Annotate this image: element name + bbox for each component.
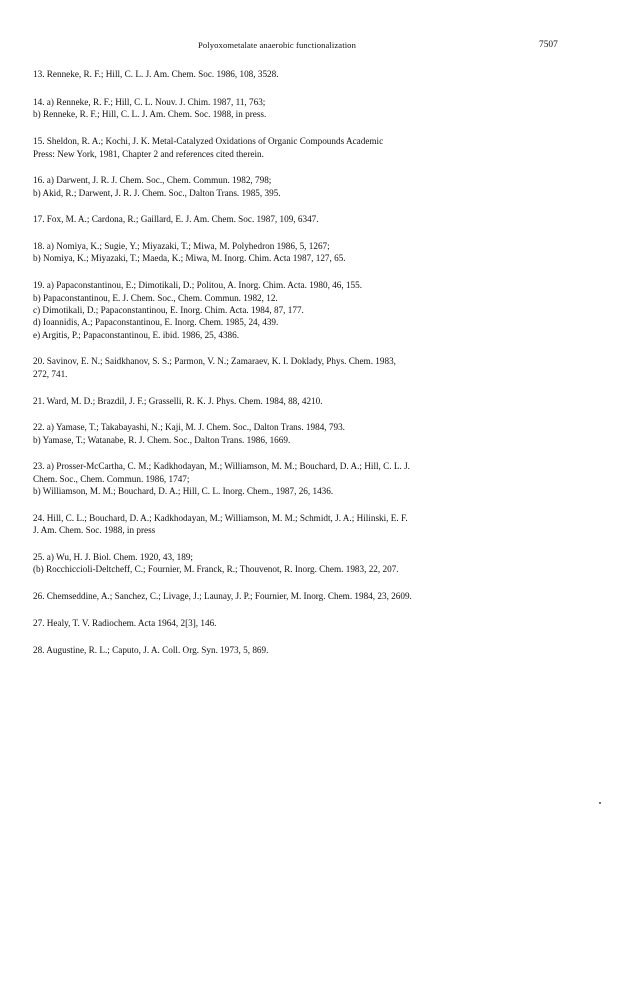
reference-line: Press: New York, 1981, Chapter 2 and references cited therein. bbox=[33, 148, 264, 159]
reference-16 bbox=[33, 174, 593, 199]
running-header bbox=[0, 40, 624, 54]
page-number: 7507 bbox=[539, 40, 558, 50]
reference-line: J. Am. Chem. Soc. 1988, in press bbox=[33, 525, 156, 536]
reference-line: 19. a) Papaconstantinou, E.; Dimotikali, D.; Politou, A. Inorg. Chim. Acta. 1980, 46, 155. bbox=[33, 280, 363, 291]
reference-24 bbox=[33, 512, 593, 537]
reference-line: d) Ioannidis, A.; Papaconstantinou, E. Inorg. Chem. 1985, 24, 439. bbox=[33, 317, 279, 328]
running-title: Polyoxometalate anaerobic functionalization bbox=[198, 40, 356, 50]
reference-line: 16. a) Darwent, J. R. J. Chem. Soc., Chem. Commun. 1982, 798; bbox=[33, 175, 272, 186]
reference-line: 14. a) Renneke, R. F.; Hill, C. L. Nouv. J. Chim. 1987, 11, 763; bbox=[33, 97, 266, 107]
reference-20 bbox=[33, 355, 593, 380]
scan-speck bbox=[599, 802, 601, 804]
reference-13 bbox=[33, 68, 593, 80]
reference-line: 17. Fox, M. A.; Cardona, R.; Gaillard, E. J. Am. Chem. Soc. 1987, 109, 6347. bbox=[33, 214, 319, 225]
reference-line: 24. Hill, C. L.; Bouchard, D. A.; Kadkhodayan, M.; Williamson, M. M.; Schmidt, J. A.; Hilinski, E. F. bbox=[33, 512, 408, 523]
reference-26 bbox=[33, 590, 593, 602]
reference-line: 27. Healy, T. V. Radiochem. Acta 1964, 2[3], 146. bbox=[33, 617, 217, 628]
reference-line: b) Renneke, R. F.; Hill, C. L. J. Am. Chem. Soc. 1988, in press. bbox=[33, 109, 267, 120]
reference-15 bbox=[33, 135, 593, 160]
reference-line: (b) Rocchiccioli-Deltcheff, C.; Fournier, M. Franck, R.; Thouvenot, R. Inorg. Chem. 1983, 22, 207. bbox=[33, 564, 399, 575]
reference-line: b) Akid, R.; Darwent, J. R. J. Chem. Soc., Dalton Trans. 1985, 395. bbox=[33, 187, 281, 198]
reference-19 bbox=[33, 279, 593, 341]
reference-line: 18. a) Nomiya, K.; Sugie, Y.; Miyazaki, T.; Miwa, M. Polyhedron 1986, 5, 1267; bbox=[33, 241, 330, 252]
reference-line: 26. Chemseddine, A.; Sanchez, C.; Livage, J.; Launay, J. P.; Fournier, M. Inorg. Chem. 1984, 23, 2609. bbox=[33, 591, 412, 602]
reference-line: c) Dimotikali, D.; Papaconstantinou, E. Inorg. Chim. Acta. 1984, 87, 177. bbox=[33, 304, 304, 315]
reference-25 bbox=[33, 551, 593, 576]
reference-list bbox=[33, 68, 593, 670]
reference-21 bbox=[33, 395, 593, 407]
reference-line: 13. Renneke, R. F.; Hill, C. L. J. Am. Chem. Soc. 1986, 108, 3528. bbox=[33, 69, 279, 79]
reference-line: 28. Augustine, R. L.; Caputo, J. A. Coll. Org. Syn. 1973, 5, 869. bbox=[33, 644, 269, 655]
reference-line: 21. Ward, M. D.; Brazdil, J. F.; Grasselli, R. K. J. Phys. Chem. 1984, 88, 4210. bbox=[33, 395, 323, 406]
reference-line: b) Yamase, T.; Watanabe, R. J. Chem. Soc., Dalton Trans. 1986, 1669. bbox=[33, 434, 291, 445]
reference-line: Chem. Soc., Chem. Commun. 1986, 1747; bbox=[33, 473, 190, 484]
reference-14 bbox=[33, 96, 593, 121]
reference-23 bbox=[33, 460, 593, 497]
reference-line: 15. Sheldon, R. A.; Kochi, J. K. Metal-Catalyzed Oxidations of Organic Compounds Academic bbox=[33, 136, 384, 147]
reference-line: b) Nomiya, K.; Miyazaki, T.; Maeda, K.; Miwa, M. Inorg. Chim. Acta 1987, 127, 65. bbox=[33, 253, 346, 264]
reference-line: e) Argitis, P.; Papaconstantinou, E. ibid. 1986, 25, 4386. bbox=[33, 329, 240, 340]
reference-line: 272, 741. bbox=[33, 368, 68, 379]
reference-line: b) Papaconstantinou, E. J. Chem. Soc., Chem. Commun. 1982, 12. bbox=[33, 292, 278, 303]
reference-line: 22. a) Yamase, T.; Takabayashi, N.; Kaji, M. J. Chem. Soc., Dalton Trans. 1984, 793. bbox=[33, 422, 345, 433]
reference-line: 23. a) Prosser-McCartha, C. M.; Kadkhodayan, M.; Williamson, M. M.; Bouchard, D. A.; Hill, C. L. J. bbox=[33, 461, 410, 472]
reference-22 bbox=[33, 421, 593, 446]
reference-18 bbox=[33, 240, 593, 265]
reference-line: 25. a) Wu, H. J. Biol. Chem. 1920, 43, 189; bbox=[33, 552, 193, 563]
reference-line: b) Williamson, M. M.; Bouchard, D. A.; Hill, C. L. Inorg. Chem., 1987, 26, 1436. bbox=[33, 486, 334, 497]
reference-line: 20. Savinov, E. N.; Saidkhanov, S. S.; Parmon, V. N.; Zamaraev, K. I. Doklady, Phys. Chem. 1983, bbox=[33, 356, 396, 367]
reference-28 bbox=[33, 644, 593, 656]
reference-27 bbox=[33, 617, 593, 629]
reference-17 bbox=[33, 213, 593, 225]
